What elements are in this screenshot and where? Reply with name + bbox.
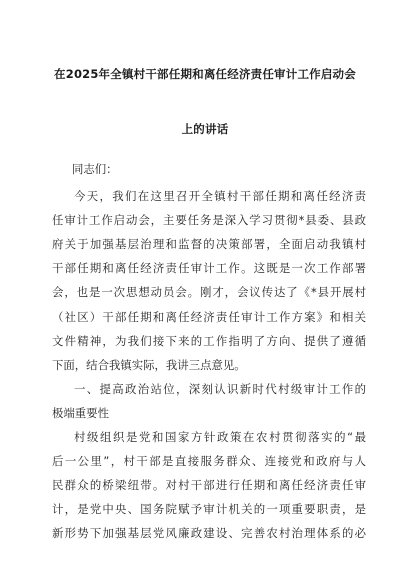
body-line: 府关于加强基层治理和监督的决策部署，全面启动我镇村 <box>52 237 366 252</box>
document-title-line-2: 上的讲话 <box>181 122 229 136</box>
body-line: 下面，结合我镇实际，我讲三点意见。 <box>52 357 246 372</box>
body-line: 任审计工作启动会，主要任务是深入学习贯彻*县委、县政 <box>52 213 366 228</box>
body-line: 后一公里”，村干部是直接服务群众、连接党和政府与人 <box>52 454 366 469</box>
body-line: 文件精神，为我们接下来的工作指明了方向、提供了遵循 <box>52 333 366 348</box>
section-heading-line: 一、提高政治站位，深刻认识新时代村级审计工作的 <box>74 381 366 396</box>
body-line-spacer <box>52 160 366 184</box>
body-line: 会，也是一次思想动员会。刚才，会议传达了《*县开展村 <box>52 285 366 300</box>
document-title-line-1: 在2025年全镇村干部任期和离任经济责任审计工作启动会 <box>54 67 356 81</box>
body-line: 民群众的桥梁纽带。对村干部进行任期和离任经济责任审 <box>52 478 366 493</box>
document-body <box>52 160 366 546</box>
salutation: 同志们： <box>72 162 118 176</box>
section-heading-line: 极端重要性 <box>52 405 109 420</box>
body-line: 今天，我们在这里召开全镇村干部任期和离任经济责 <box>74 189 366 204</box>
body-line: 计，是党中央、国务院赋予审计机关的一项重要职责，是 <box>52 502 366 517</box>
body-line: 村级组织是党和国家方针政策在农村贯彻落实的“最 <box>74 430 366 445</box>
body-line: 新形势下加强基层党风廉政建设、完善农村治理体系的必 <box>52 526 366 541</box>
body-line: 干部任期和离任经济责任审计工作。这既是一次工作部署 <box>52 261 366 276</box>
body-line: （社区）干部任期和离任经济责任审计工作方案》和相关 <box>52 309 366 324</box>
